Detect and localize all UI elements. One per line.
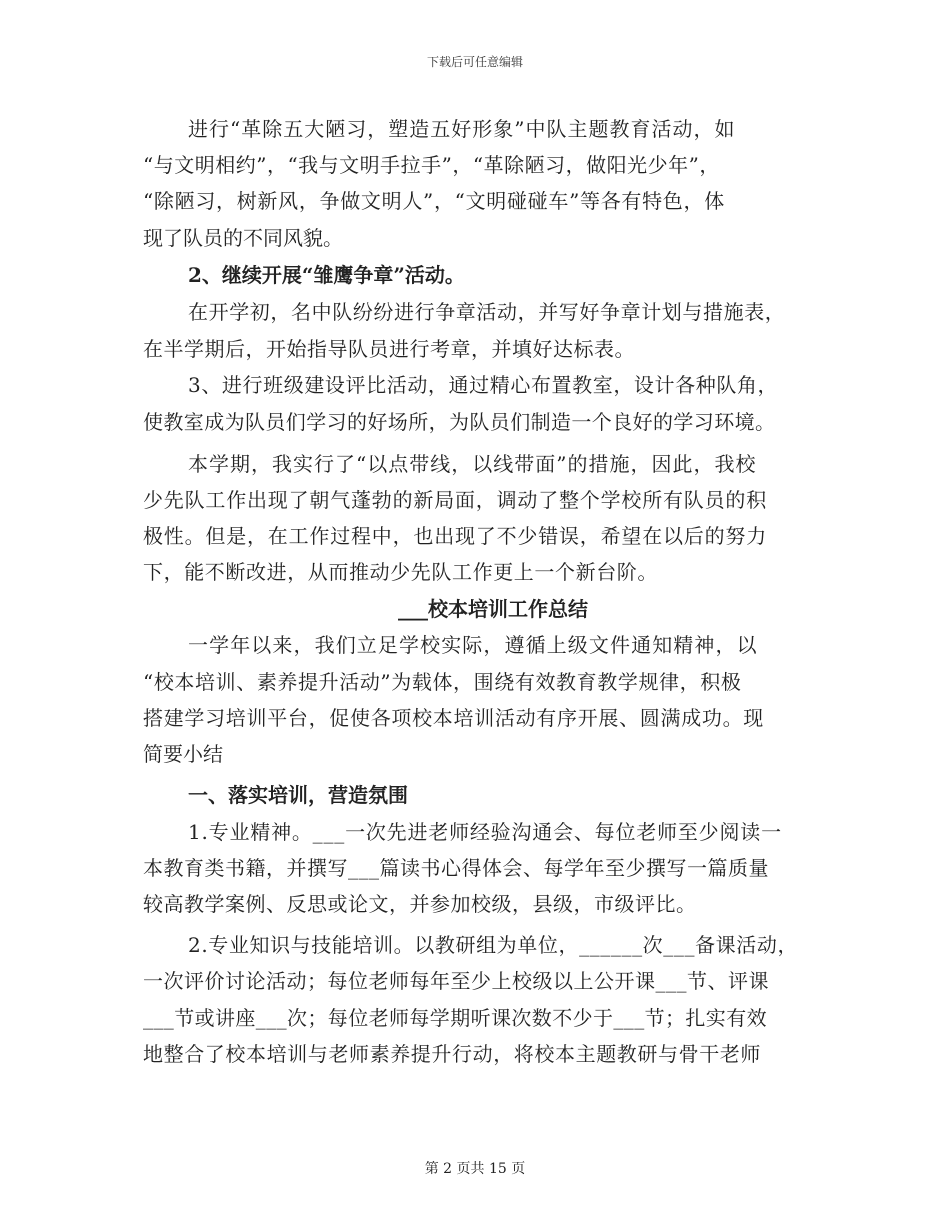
paragraph-line: 简要小结 (143, 742, 223, 766)
paragraph-line: 一次评价讨论活动；每位老师每年至少上校级以上公开课___节、评课 (143, 969, 769, 993)
paragraph-line: 一学年以来，我们立足学校实际，遵循上级文件通知精神，以 (188, 633, 758, 657)
paragraph-line: 2.专业知识与技能培训。以教研组为单位，______次___备课活动， (188, 933, 799, 957)
paragraph-line: 1.专业精神。___一次先进老师经验沟通会、每位老师至少阅读一 (188, 820, 782, 844)
paragraph-line: “除陋习，树新风，争做文明人”，“文明碰碰车”等各有特色，体 (143, 189, 725, 213)
paragraph-line: ___节或讲座___次；每位老师每学期听课次数不少于___节；扎实有效 (143, 1006, 767, 1030)
paragraph-line: “校本培训、素养提升活动”为载体，围绕有效教育教学规律，积极 (143, 670, 742, 694)
paragraph-line: 极性。但是，在工作过程中，也出现了不少错误，希望在以后的努力 (143, 524, 767, 548)
paragraph-line: 搭建学习培训平台，促使各项校本培训活动有序开展、圆满成功。现 (143, 706, 764, 730)
paragraph-line: 现了队员的不同风貌。 (143, 226, 343, 250)
paragraph-line: 地整合了校本培训与老师素养提升行动，将校本主题教研与骨干老师 (143, 1042, 761, 1066)
paragraph-line: 少先队工作出现了朝气蓬勃的新局面，调动了整个学校所有队员的积 (143, 488, 767, 512)
paragraph-line: 使教室成为队员们学习的好场所，为队员们制造一个良好的学习环境。 (143, 410, 776, 434)
paragraph-line: 3、进行班级建设评比活动，通过精心布置教室，设计各种队角， (188, 373, 779, 397)
paragraph-line: “与文明相约”，“我与文明手拉手”，“革除陋习，做阳光少年”， (143, 153, 720, 177)
paragraph-line: 本学期，我实行了“以点带线，以线带面”的措施，因此，我校 (188, 452, 757, 476)
paragraph-line: 较高教学案例、反思或论文，并参加校级，县级，市级评比。 (143, 892, 697, 916)
page-footer: 第 2 页共 15 页 (424, 1161, 526, 1177)
section-heading: 2、继续开展“雏鹰争章”活动。 (188, 263, 465, 287)
section-heading: 一、落实培训，营造氛围 (188, 783, 408, 807)
paragraph-line: 下，能不断改进，从而推动少先队工作更上一个新台阶。 (143, 560, 658, 584)
paragraph-line: 在开学初，名中队纷纷进行争章活动，并写好争章计划与措施表， (188, 300, 786, 324)
paragraph-line: 本教育类书籍，并撰写___篇读书心得体会、每学年至少撰写一篇质量 (143, 856, 769, 880)
page-header: 下载后可任意编辑 (426, 55, 523, 69)
paragraph-line: 在半学期后，开始指导队员进行考章，并填好达标表。 (143, 337, 635, 361)
paragraph-line: 进行“革除五大陋习，塑造五好形象”中队主题教育活动，如 (188, 117, 736, 141)
document-title: ___校本培训工作总结 (398, 597, 588, 621)
